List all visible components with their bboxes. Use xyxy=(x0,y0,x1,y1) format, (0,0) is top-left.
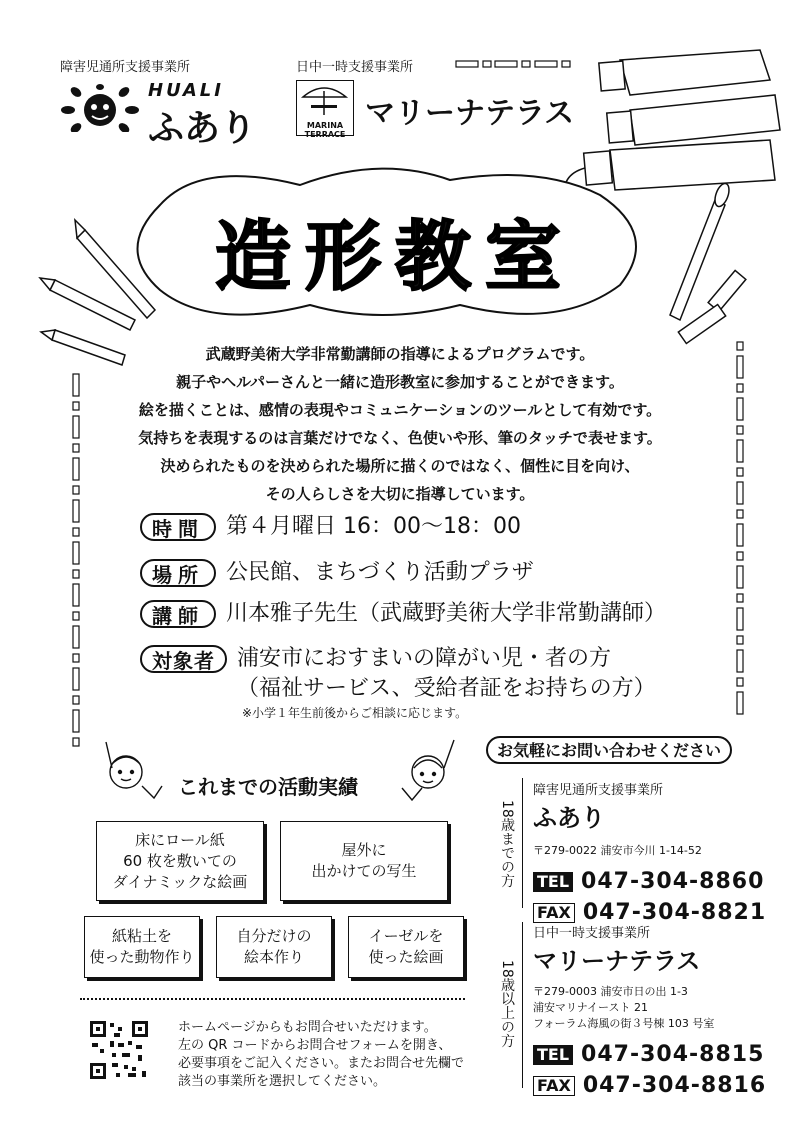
fax-number: 047-304-8821 xyxy=(582,900,767,925)
fax-badge: FAX xyxy=(533,903,575,923)
fax-badge: FAX xyxy=(533,1076,575,1096)
activities-title: これまでの活動実績 xyxy=(178,775,358,799)
qr-code-icon[interactable] xyxy=(88,1019,150,1081)
org-name: マリーナテラス xyxy=(533,947,701,975)
org-2 xyxy=(533,922,766,1098)
age-column-2 xyxy=(492,922,523,1088)
tel-row xyxy=(533,1042,766,1067)
activity-card: イーゼルを 使った絵画 xyxy=(348,916,464,978)
note: ※小学１年生前後からご相談に応じます。 xyxy=(242,706,468,720)
org-address: フォーラム海風の街３号棟 103 号室 xyxy=(533,1017,715,1030)
detail-label: 講師 xyxy=(140,600,216,628)
marine-label: 日中一時支援事業所 xyxy=(296,60,414,75)
org-1 xyxy=(533,779,766,925)
right-dash-border-icon xyxy=(736,340,746,720)
left-dash-border-icon xyxy=(72,372,82,752)
detail-value: 川本雅子先生（武蔵野美術大学非常勤講師） xyxy=(226,601,667,626)
detail-value: 浦安市におすまいの障がい児・者の方 xyxy=(237,646,612,671)
divider xyxy=(80,998,465,1000)
qr-line: 必要事項をご記入ください。またお問合せ先欄で xyxy=(178,1056,465,1071)
marine-name: マリーナテラス xyxy=(365,96,575,131)
detail-place xyxy=(140,559,534,593)
tel-badge: TEL xyxy=(533,872,573,892)
detail-instructor xyxy=(140,600,666,634)
qr-line: ホームページからもお問合せいただけます。 xyxy=(178,1020,437,1035)
intro-line: その人らしさを大切に指導しています。 xyxy=(265,485,535,503)
detail-label: 場所 xyxy=(140,559,216,587)
tel-number[interactable]: 047-304-8815 xyxy=(581,1042,765,1067)
child-drawing-icon xyxy=(392,738,472,808)
activity-card: 屋外に 出かけての写生 xyxy=(280,821,448,901)
qr-line: 該当の事業所を選択してください。 xyxy=(178,1074,387,1089)
tel-number[interactable]: 047-304-8860 xyxy=(581,869,765,894)
detail-time xyxy=(140,513,521,547)
activity-card: 自分だけの 絵本作り xyxy=(216,916,332,978)
fax-number: 047-304-8816 xyxy=(582,1073,767,1098)
activity-card: 紙粘土を 使った動物作り xyxy=(84,916,200,978)
intro-line: 武蔵野美術大学非常勤講師の指導によるプログラムです。 xyxy=(205,345,595,363)
contact-heading: お気軽にお問い合わせください xyxy=(486,736,732,764)
sun-logo-icon xyxy=(60,84,144,132)
org-address: 〒279-0003 浦安市日の出 1-3 xyxy=(533,985,688,998)
age-label: 18歳までの方 xyxy=(499,800,515,888)
org-address: 浦安マリナイースト 21 xyxy=(533,1001,648,1014)
org-name: ふあり xyxy=(533,804,605,832)
hua-label: 障害児通所支援事業所 xyxy=(60,60,191,75)
qr-instructions xyxy=(178,1019,464,1091)
org-label: 障害児通所支援事業所 xyxy=(533,783,664,798)
hua-name: ふあり xyxy=(148,108,257,149)
detail-value: 第４月曜日 16：00〜18：00 xyxy=(226,514,521,539)
intro-line: 決められたものを決められた場所に描くのではなく、個性に目を向け、 xyxy=(160,457,640,475)
intro-line: 絵を描くことは、感情の表現やコミュニケーションのツールとして有効です。 xyxy=(138,401,662,419)
intro-line: 親子やヘルパーさんと一緒に造形教室に参加することができます。 xyxy=(176,373,624,391)
tel-row xyxy=(533,869,766,894)
child-painting-icon xyxy=(92,738,172,808)
tel-badge: TEL xyxy=(533,1045,573,1065)
org-label: 日中一時支援事業所 xyxy=(533,926,651,941)
age-column-1 xyxy=(492,778,523,908)
detail-target xyxy=(140,645,656,705)
marine-logo-text: MARINA TERRACE xyxy=(304,121,346,139)
activity-card: 床にロール紙 60 枚を敷いての ダイナミックな絵画 xyxy=(96,821,264,901)
page-title: 造形教室 xyxy=(215,212,575,301)
detail-value: 公民館、まちづくり活動プラザ xyxy=(226,560,534,585)
brush-crayons-icon xyxy=(660,180,770,350)
intro-line: 気持ちを表現するのは言葉だけでなく、色使いや形、筆のタッチで表せます。 xyxy=(138,429,662,447)
detail-label: 時間 xyxy=(140,513,216,541)
org-address: 〒279-0022 浦安市今川 1-14-52 xyxy=(533,844,702,857)
hua-logo-text: HUALI xyxy=(148,80,224,101)
qr-line: 左の QR コードからお問合せフォームを開き、 xyxy=(178,1038,452,1053)
detail-value-2: （福祉サービス、受給者証をお持ちの方） xyxy=(237,676,656,701)
fax-row xyxy=(533,1073,766,1098)
detail-label: 対象者 xyxy=(140,645,227,673)
marina-terrace-logo xyxy=(296,80,354,139)
parasol-icon xyxy=(297,81,352,117)
age-label: 18歳以上の方 xyxy=(499,960,515,1048)
intro-text xyxy=(100,340,700,508)
